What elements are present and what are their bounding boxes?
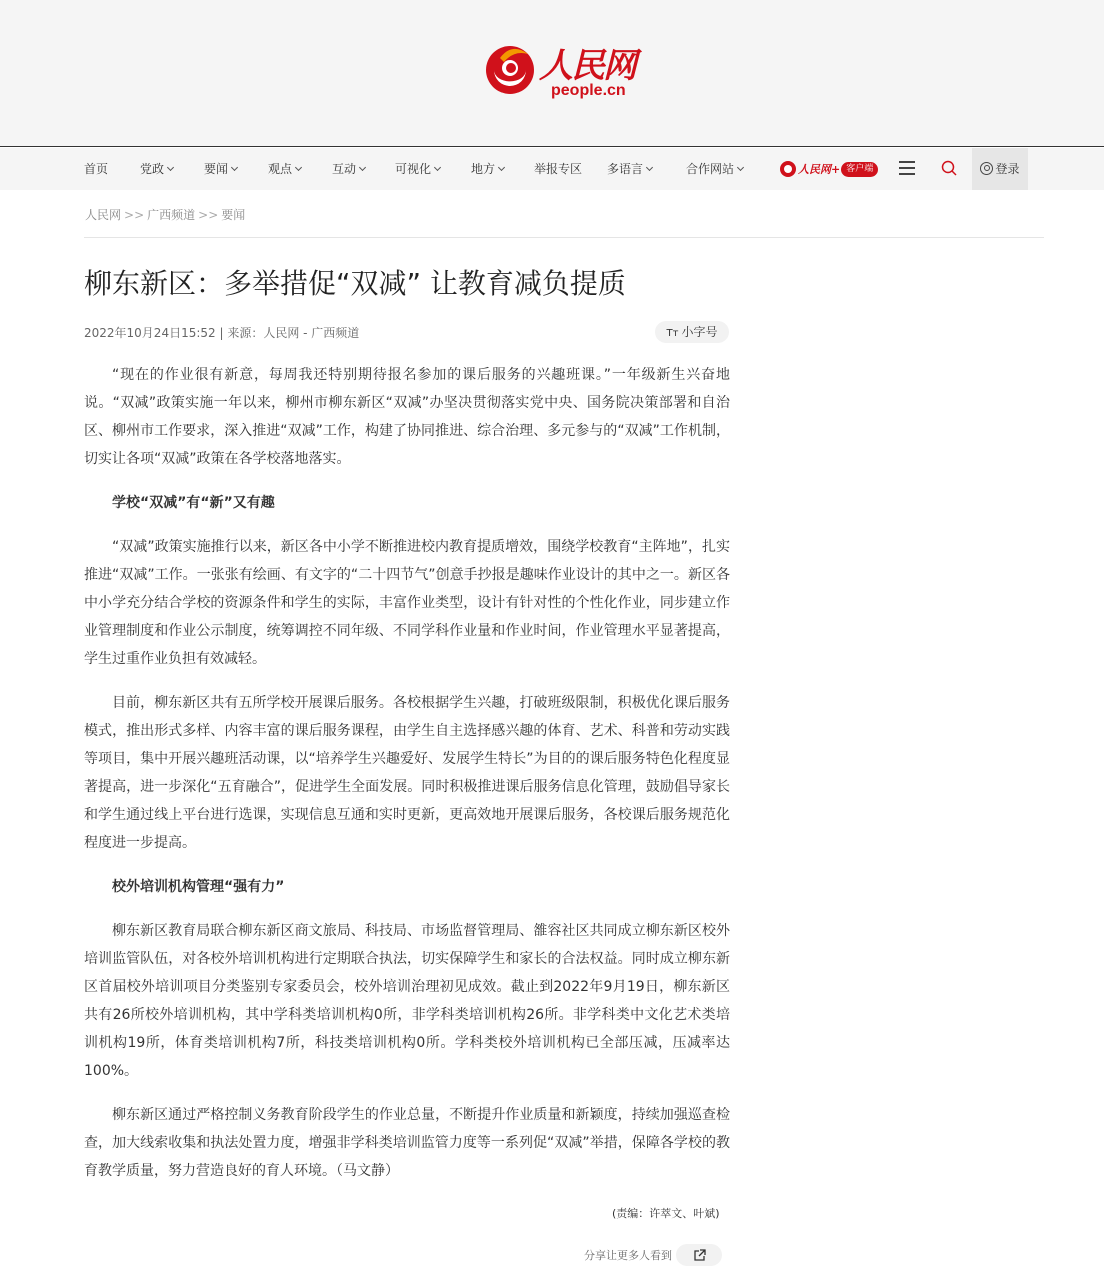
breadcrumb-separator: >> <box>198 208 219 222</box>
breadcrumb-link[interactable]: 要闻 <box>221 208 246 222</box>
breadcrumb <box>85 206 245 223</box>
nav-label: 观点 <box>268 162 293 176</box>
nav-item-party[interactable] <box>140 148 173 190</box>
article-subheading: 校外培训机构管理“强有力” <box>112 879 285 895</box>
chevron-down-icon <box>295 164 302 171</box>
nav-item-interact[interactable] <box>332 148 365 190</box>
chevron-down-icon <box>167 164 174 171</box>
chevron-down-icon <box>498 164 505 171</box>
article-title: 柳东新区：多举措促“双减” 让教育减负提质 <box>84 267 626 300</box>
share-bar <box>584 1244 722 1266</box>
chevron-down-icon <box>231 164 238 171</box>
nav-item-home[interactable] <box>84 148 108 190</box>
chevron-down-icon <box>737 164 744 171</box>
nav-label: 合作网站 <box>686 162 735 176</box>
divider <box>84 237 1044 238</box>
login-label: 登录 <box>995 162 1020 176</box>
nav-label: 要闻 <box>204 162 229 176</box>
article-paragraph: “现在的作业很有新意，每周我还特别期待报名参加的课后服务的兴趣班课。”一年级新生兴奋地说。“双减”政策实施一年以来，柳州市柳东新区“双减”办坚决贯彻落实党中央、国务院决策部署和自治区、柳州市工作要求，深入推进“双减”工作，构建了协同推进、综合治理、多元参与的“双减”工作机制，切实让各项“双减”政策在各学校落地落实。 <box>84 367 730 467</box>
logo-text-en: people.cn <box>551 82 626 99</box>
share-icon <box>693 1249 706 1262</box>
login-button[interactable] <box>972 148 1028 190</box>
logo-emblem-icon <box>484 38 540 100</box>
article-body <box>84 361 730 1201</box>
main-nav <box>0 148 1104 190</box>
nav-label: 首页 <box>84 162 109 176</box>
article-paragraph: “双减”政策实施推行以来，新区各中小学不断推进校内教育提质增效，围绕学校教育“主阵地”，扎实推进“双减”工作。一张张有绘画、有文字的“二十四节气”创意手抄报是趣味作业设计的其中之一。新区各中小学充分结合学校的资源条件和学生的实际，丰富作业类型，设计有针对性的个性化作业，同步建立作业管理制度和作业公示制度，统筹调控不同年级、不同学科作业量和作业时间，作业管理水平显著提高，学生过重作业负担有效减轻。 <box>84 539 730 667</box>
share-button[interactable] <box>676 1244 722 1266</box>
nav-item-opinion[interactable] <box>268 148 301 190</box>
user-icon <box>980 162 993 175</box>
article-paragraph: 目前，柳东新区共有五所学校开展课后服务。各校根据学生兴趣，打破班级限制，积极优化课后服务模式，推出形式多样、内容丰富的课后服务课程，由学生自主选择感兴趣的体育、艺术、科普和劳动实践等项目，集中开展兴趣班活动课，以“培养学生兴趣爱好、发展学生特长”为目的的课后服务特色化程度显著提高，进一步深化“五育融合”，促进学生全面发展。同时积极推进课后服务信息化管理，鼓励倡导家长和学生通过线上平台进行选课，实现信息互通和实时更新，更高效地开展课后服务，各校课后服务规范化程度进一步提高。 <box>84 695 730 851</box>
nav-item-news[interactable] <box>204 148 237 190</box>
share-label: 分享让更多人看到 <box>584 1249 672 1262</box>
nav-label: 举报专区 <box>534 162 583 176</box>
nav-item-partners[interactable] <box>686 148 743 190</box>
breadcrumb-separator: >> <box>124 208 145 222</box>
app-download-badge[interactable] <box>780 160 878 178</box>
logo-text-cn: 人民网 <box>539 46 635 86</box>
nav-item-local[interactable] <box>471 148 504 190</box>
nav-label: 多语言 <box>607 162 644 176</box>
article-editor: (责编：许萃文、叶斌) <box>612 1207 720 1220</box>
article-meta: 2022年10月24日15:52 | 来源：人民网 - 广西频道 <box>84 326 360 340</box>
app-name: 人民网+ <box>798 163 841 176</box>
nav-item-report[interactable] <box>534 148 582 190</box>
article-paragraph: 柳东新区通过严格控制义务教育阶段学生的作业总量，不断提升作业质量和新颖度，持续加强巡查检查，加大线索收集和执法处置力度，增强非学科类培训监管力度等一系列促“双减”举措，保障各学校的教育教学质量，努力营造良好的育人环境。（马文静） <box>84 1107 730 1179</box>
nav-item-languages[interactable] <box>607 148 652 190</box>
font-size-toggle[interactable] <box>655 321 729 343</box>
nav-label: 地方 <box>471 162 496 176</box>
app-logo-icon <box>780 161 796 177</box>
breadcrumb-link[interactable]: 广西频道 <box>147 208 196 222</box>
font-size-icon: Tт <box>666 328 679 339</box>
site-header <box>0 0 1104 147</box>
article-subheading: 学校“双减”有“新”又有趣 <box>112 495 275 511</box>
nav-label: 可视化 <box>395 162 432 176</box>
people-cn-logo[interactable] <box>484 38 644 100</box>
nav-label: 党政 <box>140 162 165 176</box>
chevron-down-icon <box>434 164 441 171</box>
app-pill: 客户端 <box>841 162 878 177</box>
menu-icon[interactable] <box>899 161 915 175</box>
breadcrumb-link[interactable]: 人民网 <box>85 208 122 222</box>
nav-label: 互动 <box>332 162 357 176</box>
nav-item-visual[interactable] <box>395 148 440 190</box>
article-paragraph: 柳东新区教育局联合柳东新区商文旅局、科技局、市场监督管理局、雒容社区共同成立柳东新区校外培训监管队伍，对各校外培训机构进行定期联合执法，切实保障学生和家长的合法权益。同时成立柳东新区首届校外培训项目分类鉴别专家委员会，校外培训治理初见成效。截止到2022年9月19日，柳东新区共有26所校外培训机构，其中学科类培训机构0所，非学科类培训机构26所。非学科类中文化艺术类培训机构19所，体育类培训机构7所，科技类培训机构0所。学科类校外培训机构已全部压减，压减率达100%。 <box>84 923 730 1079</box>
chevron-down-icon <box>646 164 653 171</box>
chevron-down-icon <box>359 164 366 171</box>
font-toggle-label: 小字号 <box>681 325 718 339</box>
search-icon[interactable] <box>941 160 957 176</box>
